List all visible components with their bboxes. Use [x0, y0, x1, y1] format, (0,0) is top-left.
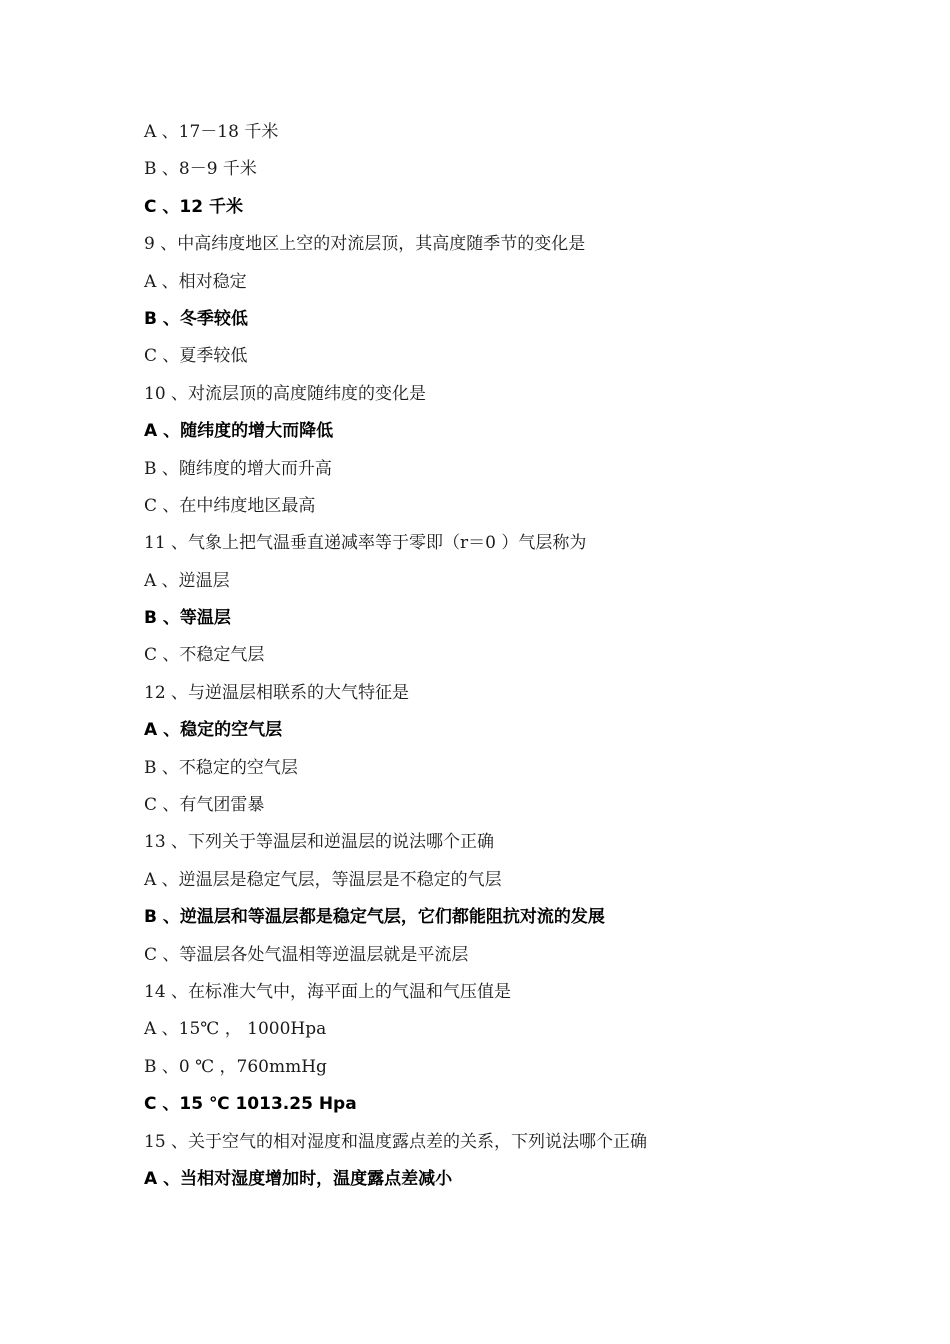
correct-answer-option: C 、15 ℃ 1013.25 Hpa — [144, 1094, 357, 1115]
question-text: 10 、对流层顶的高度随纬度的变化是 — [144, 383, 427, 404]
correct-answer-option: A 、随纬度的增大而降低 — [144, 421, 334, 442]
question-text: 15 、关于空气的相对湿度和温度露点差的关系，下列说法哪个正确 — [144, 1131, 648, 1152]
answer-option: C 、等温层各处气温相等逆温层就是平流层 — [144, 944, 469, 965]
answer-option: C 、有气团雷暴 — [144, 795, 265, 816]
answer-option: B 、随纬度的增大而升高 — [144, 458, 332, 479]
correct-answer-option: A 、稳定的空气层 — [144, 720, 283, 741]
answer-option: A 、17－18 千米 — [144, 122, 279, 142]
question-text: 11 、气象上把气温垂直递减率等于零即（r＝0 ）气层称为 — [144, 533, 587, 554]
answer-option: C 、不稳定气层 — [144, 645, 265, 666]
answer-option: A 、相对稳定 — [144, 271, 247, 292]
answer-option: A 、15℃ ， 1000Hpa — [144, 1019, 327, 1040]
correct-answer-option: C 、12 千米 — [144, 196, 243, 217]
question-text: 9 、中高纬度地区上空的对流层顶，其高度随季节的变化是 — [144, 234, 586, 255]
correct-answer-option: B 、等温层 — [144, 608, 231, 629]
question-text: 13 、下列关于等温层和逆温层的说法哪个正确 — [144, 832, 495, 853]
answer-option: B 、不稳定的空气层 — [144, 757, 298, 778]
correct-answer-option: A 、当相对湿度增加时，温度露点差减小 — [144, 1168, 453, 1189]
question-list — [144, 114, 864, 1198]
correct-answer-option: B 、逆温层和等温层都是稳定气层，它们都能阻抗对流的发展 — [144, 907, 605, 928]
answer-option: B 、8－9 千米 — [144, 159, 257, 180]
answer-option: B 、0 ℃ ，760mmHg — [144, 1056, 327, 1077]
correct-answer-option: B 、冬季较低 — [144, 308, 248, 329]
answer-option: A 、逆温层是稳定气层，等温层是不稳定的气层 — [144, 869, 502, 890]
question-text: 14 、在标准大气中，海平面上的气温和气压值是 — [144, 981, 512, 1002]
answer-option: C 、夏季较低 — [144, 346, 248, 367]
answer-option: C 、在中纬度地区最高 — [144, 495, 316, 516]
question-text: 12 、与逆温层相联系的大气特征是 — [144, 682, 410, 703]
answer-option: A 、逆温层 — [144, 570, 230, 591]
